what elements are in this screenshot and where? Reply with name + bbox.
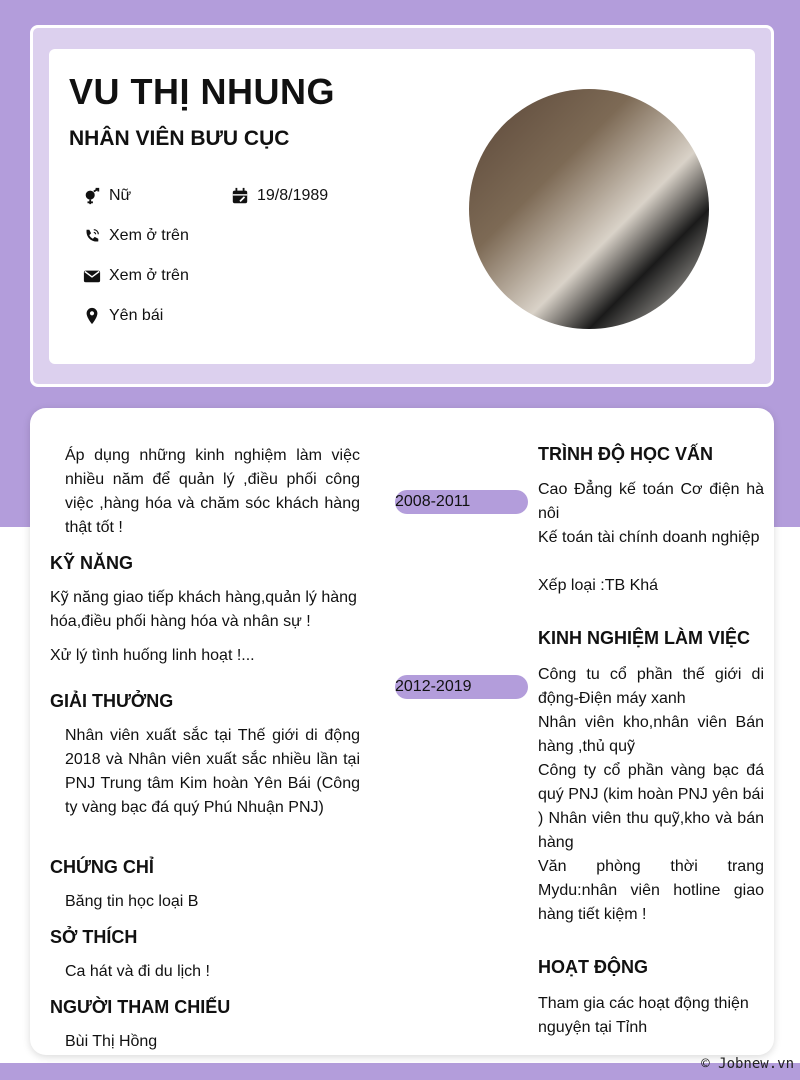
career-objective: Áp dụng những kinh nghiệm làm việc nhiều năm để quản lý ,điều phối công việc ,hàng hóa và chăm sóc khách hàng thật tốt ! [65, 447, 360, 536]
experience-line-4: Văn phòng thời trang Mydu:nhân viên hotline giao hàng tiết kiệm ! [538, 858, 764, 923]
activities-text: Tham gia các hoạt động thiện nguyện tại Tỉnh [538, 995, 749, 1036]
profile-photo [469, 89, 709, 329]
location-icon [83, 307, 101, 325]
education-grade: Xếp loại :TB Khá [538, 577, 659, 594]
background-bottom [0, 1063, 800, 1080]
experience-line-1: Công tu cổ phần thế giới di động-Điện máy xanh [538, 666, 764, 707]
activities-heading: HOẠT ĐỘNG [538, 957, 648, 977]
education-date: 2008-2011 [395, 490, 528, 514]
skills-text-1: Kỹ năng giao tiếp khách hàng,quản lý hàng hóa,điều phối hàng hóa và nhân sự ! [50, 589, 357, 630]
cv-body [30, 408, 774, 1055]
phone-icon [83, 227, 101, 245]
address-info [83, 307, 163, 325]
experience-line-3: Công ty cổ phần vàng bạc đá quý PNJ (kim hoàn PNJ yên bái ) Nhân viên thu quỹ,kho và bán hàng [538, 762, 764, 851]
gender-value: Nữ [109, 187, 132, 204]
experience-heading: KINH NGHIỆM LÀM VIỆC [538, 628, 751, 648]
calendar-icon [231, 187, 249, 205]
header-inner [49, 49, 755, 364]
experience-date: 2012-2019 [395, 675, 528, 699]
certificates-heading: CHỨNG CHỈ [50, 857, 154, 877]
email-info [83, 267, 189, 285]
dob-value: 19/8/1989 [257, 187, 329, 204]
awards-heading: GIẢI THƯỞNG [50, 691, 174, 711]
phone-value: Xem ở trên [109, 227, 189, 244]
phone-info [83, 227, 189, 245]
education-heading: TRÌNH ĐỘ HỌC VẤN [538, 444, 713, 464]
skills-heading: KỸ NĂNG [50, 553, 134, 573]
email-value: Xem ở trên [109, 267, 189, 284]
header-card [30, 25, 774, 387]
awards-text: Nhân viên xuất sắc tại Thế giới di động 2018 và Nhân viên xuất sắc nhiều lần tại PNJ Trung tâm Kim hoàn Yên Bái (Công ty vàng bạc đá quý Phú Nhuận PNJ) [65, 727, 360, 816]
hobbies-text: Ca hát và đi du lịch ! [65, 963, 210, 980]
skills-text-2: Xử lý tình huống linh hoạt !... [50, 647, 255, 664]
footer-credit: © Jobnew.vn [701, 1056, 794, 1072]
dob-info [231, 187, 328, 205]
gender-icon [83, 187, 101, 205]
references-heading: NGƯỜI THAM CHIẾU [50, 997, 231, 1017]
gender-info [83, 187, 131, 205]
experience-line-2: Nhân viên kho,nhân viên Bán hàng ,thủ quỹ [538, 714, 764, 755]
candidate-name: VU THỊ NHUNG [69, 71, 335, 112]
references-text: Bùi Thị Hồng [65, 1033, 158, 1050]
hobbies-heading: SỞ THÍCH [50, 927, 138, 947]
certificates-text: Băng tin học loại B [65, 893, 199, 910]
email-icon [83, 267, 101, 285]
education-school: Cao Đẳng kế toán Cơ điện hà nôi [538, 481, 764, 522]
job-title: NHÂN VIÊN BƯU CỤC [69, 127, 290, 150]
address-value: Yên bái [109, 307, 164, 324]
education-major: Kế toán tài chính doanh nghiệp [538, 529, 760, 546]
